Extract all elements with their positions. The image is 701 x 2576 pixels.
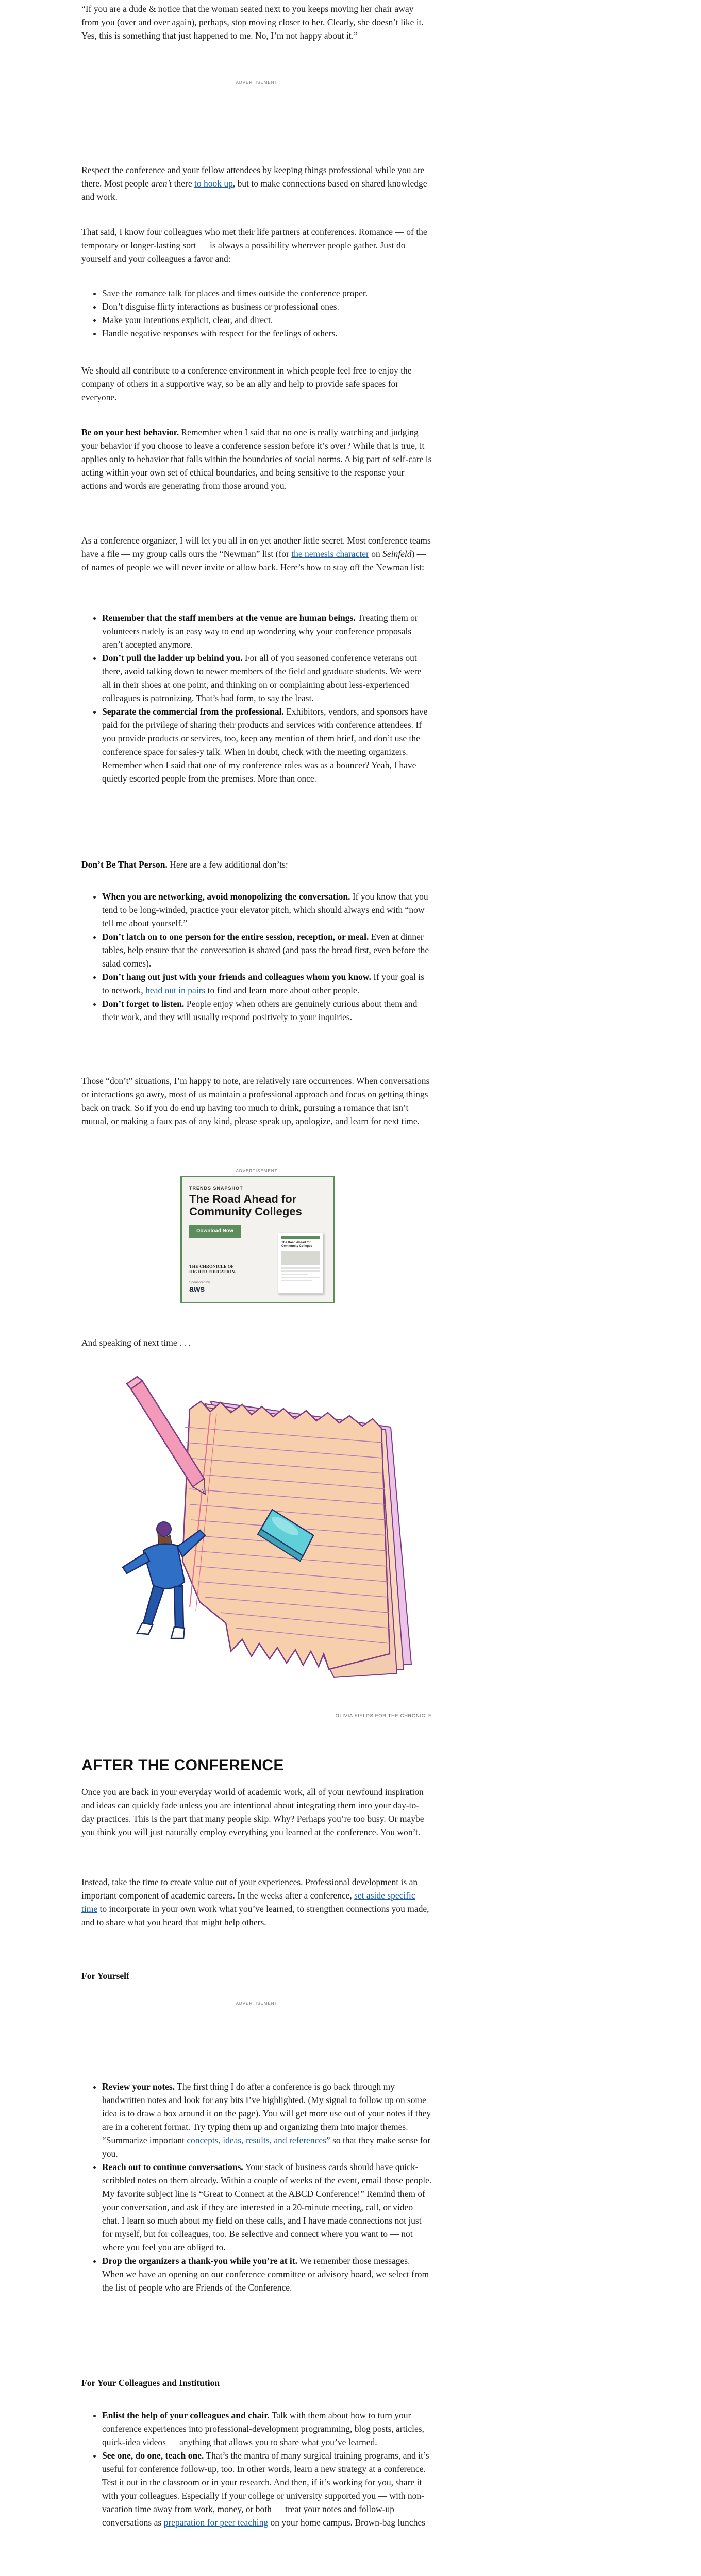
notepad-illustration-svg: [81, 1365, 432, 1705]
ad-report-cover: [278, 1233, 323, 1294]
list-item: • When you are networking, avoid monopolizing the conversation. If you know that you tend to be long-winded, practice your elevator pitch, which should always end with “now tell me about yourself.”: [102, 890, 432, 930]
paragraph-after-2: Instead, take the time to create value out of your experiences. Professional development is an important component of academic careers. In the weeks after a conference, set aside specific time to incorporate in your own work what you’ve learned, to strengthen connections you made, and to share what you heard that might help others.: [81, 1877, 429, 1927]
heading-for-colleagues: For Your Colleagues and Institution: [81, 2378, 220, 2388]
paragraph-organizer: As a conference organizer, I will let you all in on yet another little secret. Most conference teams have a file — my group calls ours the “Newman” list (for the nemesis character on Seinfeld) — of names of people we will never invite or allow back. Here’s how to stay off the Newman list:: [81, 535, 431, 572]
colleagues-list: [81, 2409, 432, 2529]
link-peer-teaching[interactable]: preparation for peer teaching: [163, 2517, 269, 2528]
ad-report-title: The Road Ahead for Community Colleges: [281, 1241, 312, 1248]
heading-after-conference: AFTER THE CONFERENCE: [81, 1757, 284, 1774]
paragraph-donts-rare: Those “don’t” situations, I’m happy to note, are relatively rare occurrences. When conversations or interactions go awry, most of us maintain a professional approach and focus on getting things back on track. So if you do end up having too much to drink, pursuing a romance that isn’t mutual, or making a faux pas of any kind, please speak up, apologize, and learn for next time.: [81, 1076, 430, 1126]
list-item: • See one, do one, teach one. That’s the mantra of many surgical training programs, and it’s useful for conference follow-up, too. In other words, learn a new strategy at a conference. Test it out in the classroom or in your research. And then, if it’s working for you, share it with your colleagues. Especially if your college or university supported you — with non-vacation time away from work, money, or both — treat your notes and follow-up conversations as preparation for peer teaching on your home campus. Brown-bag lunches: [102, 2449, 432, 2529]
list-item: • Save the romance talk for places and times outside the conference proper.: [102, 286, 432, 300]
link-concepts-ideas[interactable]: concepts, ideas, results, and references: [187, 2135, 326, 2145]
list-item: • Drop the organizers a thank-you while you’re at it. We remember those messages. When we have an opening on our conference committee or advisory board, we select from the list of people who are Friends of the Conference.: [102, 2254, 432, 2294]
ad-label: ADVERTISEMENT: [236, 2001, 278, 2006]
link-set-aside-time[interactable]: set aside specific time: [81, 1890, 415, 1914]
yourself-list: [81, 2080, 432, 2294]
dont-list: [81, 890, 432, 1024]
list-item: • Don’t hang out just with your friends and colleagues whom you know. If your goal is to network, head out in pairs to find and learn more about other people.: [102, 970, 432, 997]
list-item: • Reach out to continue conversations. Your stack of business cards should have quick-scribbled notes on them already. Within a couple of weeks of the event, email those people. My favorite subject line is “Great to Connect at the ABCD Conference!” Remind them of your conversation, and ask if they are interested in a 20-minute meeting, call, or video chat. I learn so much about my field on these calls, and I have made connections not just for myself, but for colleagues, too. Be selective and connect where you want to — not where you feel you are obliged to.: [102, 2160, 432, 2254]
list-item: • Don’t pull the ladder up behind you. For all of you seasoned conference veterans out there, avoid talking down to newer members of the field and graduate students. We were all in their shoes at one point, and thinking on or complaining about less-experienced colleagues is patronizing. That’s bad form, to say the least.: [102, 651, 432, 705]
ad-headline: The Road Ahead for Community Colleges: [189, 1193, 302, 1218]
ad-kicker: TRENDS SNAPSHOT: [189, 1185, 243, 1191]
list-item: • Don’t disguise flirty interactions as business or professional ones.: [102, 300, 432, 313]
list-item: • Don’t latch on to one person for the entire session, reception, or meal. Even at dinner tables, help ensure that the conversation is shared (and pass the bread first, even before the salad comes).: [102, 930, 432, 970]
list-item: • Enlist the help of your colleagues and chair. Talk with them about how to turn your conference experiences into professional-development programming, blog posts, articles, quick-idea videos — anything that allows you to share what you’ve learned.: [102, 2409, 432, 2449]
aws-logo: aws: [189, 1285, 205, 1294]
ad-download-button[interactable]: Download Now: [189, 1225, 241, 1238]
list-item: • Make your intentions explicit, clear, and direct.: [102, 313, 432, 327]
heading-for-yourself: For Yourself: [81, 1971, 129, 1981]
paragraph-contribute: We should all contribute to a conference environment in which people feel free to enjoy the company of others in a supportive way, so be an ally and help to provide safe spaces for everyone.: [81, 365, 412, 402]
illustration-notepad: [81, 1365, 432, 1705]
list-item: • Don’t forget to listen. People enjoy when others are genuinely curious about them and their work, and they will usually respond positively to your inquiries.: [102, 997, 432, 1024]
list-item: • Handle negative responses with respect for the feelings of others.: [102, 327, 432, 340]
link-nemesis-character[interactable]: the nemesis character: [291, 549, 369, 559]
newman-list: [81, 611, 432, 785]
paragraph-dont-be: Don’t Be That Person. Here are a few additional don’ts:: [81, 859, 288, 870]
link-to-hook-up[interactable]: to hook up: [194, 178, 233, 189]
paragraph-next-time: And speaking of next time . . .: [81, 1337, 191, 1348]
paragraph-respect: Respect the conference and your fellow attendees by keeping things professional while you are there. Most people aren’t there to hook up, but to make connections based on shared knowledge and work.: [81, 165, 427, 202]
romance-list: [81, 286, 432, 340]
paragraph-after-1: Once you are back in your everyday world of academic work, all of your newfound inspiration and ideas can quickly fade unless you are intentional about integrating them into your day-to-day practices. This is the part that many people skip. Why? Perhaps you’re too busy. Or maybe you think you will just naturally employ everything you learned at the conference. You won’t.: [81, 1787, 424, 1837]
list-item: • Review your notes. The first thing I do after a conference is go back through my handwritten notes and look for any bits I’ve highlighted. (My signal to follow up on some idea is to draw a box around it on the page). You will get more use out of your notes if they are in a coherent format. Try typing them up and organizing them into major themes. “Summarize important concepts, ideas, results, and references” so that they make sense for you.: [102, 2080, 432, 2160]
list-item: • Remember that the staff members at the venue are human beings. Treating them or volunteers rudely is an easy way to end up wondering why your conference proposals aren’t accepted anymore.: [102, 611, 432, 651]
ad-sponsor-prefix: Sponsored by: [189, 1281, 210, 1284]
ad-label: ADVERTISEMENT: [236, 1168, 278, 1173]
illustration-credit: OLIVIA FIELDS FOR THE CHRONICLE: [335, 1713, 432, 1719]
ad-publisher: THE CHRONICLE OF HIGHER EDUCATION.: [189, 1264, 236, 1274]
link-head-out-in-pairs[interactable]: head out in pairs: [145, 985, 206, 995]
intro-quote: “If you are a dude & notice that the woman seated next to you keeps moving her chair away from you (over and over again), perhaps, stop moving closer to her. Clearly, she doesn’t like it. Yes, this is something that just happened to me. No, I’m not happy about it.”: [81, 4, 424, 41]
list-item: • Separate the commercial from the professional. Exhibitors, vendors, and sponsors have paid for the privilege of sharing their products and services with conference attendees. If you provide products or services, too, keep any mention of them brief, and don’t use the conference space for sales-y talk. When in doubt, check with the meeting organizers. Remember when I said that one of my conference roles was as a bouncer? Yeah, I have quietly escorted people from the premises. More than once.: [102, 705, 432, 785]
paragraph-best-behavior: Be on your best behavior. Remember when I said that no one is really watching and judging your behavior if you choose to leave a conference session before it’s over? While that is true, it applies only to behavior that falls within the boundaries of social norms. A big part of self-care is acting within your own set of ethical boundaries, and being sensitive to the response your actions and words are generating from those around you.: [81, 427, 432, 491]
ad-label: ADVERTISEMENT: [236, 80, 278, 85]
advertisement-banner[interactable]: [180, 1176, 335, 1303]
paragraph-couples: That said, I know four colleagues who met their life partners at conferences. Romance — of the temporary or longer-lasting sort — is always a possibility wherever people gather. Just do yourself and your colleagues a favor and:: [81, 227, 427, 264]
